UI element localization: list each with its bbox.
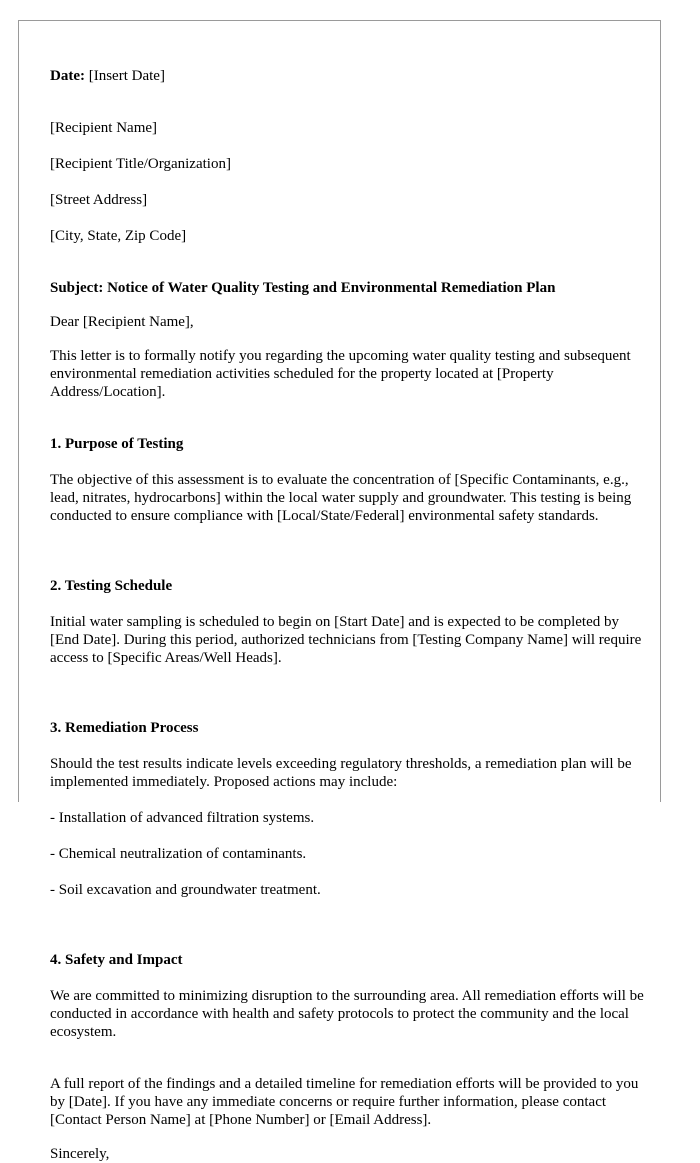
recipient-name: [Recipient Name] bbox=[50, 120, 158, 136]
section-body: Should the test results indicate levels exceeding regulatory thresholds, a remediation plan will be implemented immediately. Proposed actions may include: bbox=[50, 756, 632, 790]
section-purpose bbox=[50, 417, 650, 543]
list-item: - Chemical neutralization of contaminants. bbox=[50, 846, 307, 862]
list-item: - Installation of advanced filtration systems. bbox=[50, 810, 315, 826]
section-heading: 3. Remediation Process bbox=[50, 720, 199, 736]
section-body: The objective of this assessment is to evaluate the concentration of [Specific Contaminants, e.g., lead, nitrates, hydrocarbons] within the local water supply and groundwater. This testing is being conducted to ensure compliance with [Local/State/Federal] environmental safety standards. bbox=[50, 472, 632, 524]
salutation: Dear [Recipient Name], bbox=[50, 314, 194, 330]
section-body: We are committed to minimizing disruption to the surrounding area. All remediation efforts will be conducted in accordance with health and safety protocols to protect the community and the local ecosystem. bbox=[50, 988, 644, 1040]
intro-paragraph: This letter is to formally notify you regarding the upcoming water quality testing and subsequent environmental remediation activities scheduled for the property located at [Property Address/Location]. bbox=[50, 348, 631, 400]
section-remediation bbox=[50, 701, 650, 917]
recipient-street: [Street Address] bbox=[50, 192, 148, 208]
signoff: Sincerely, bbox=[50, 1146, 110, 1162]
recipient-title: [Recipient Title/Organization] bbox=[50, 156, 231, 172]
section-schedule bbox=[50, 559, 650, 685]
recipient-block bbox=[50, 101, 650, 263]
recipient-city: [City, State, Zip Code] bbox=[50, 228, 187, 244]
letter-page bbox=[18, 20, 661, 1162]
section-heading: 4. Safety and Impact bbox=[50, 952, 183, 968]
date-value: [Insert Date] bbox=[84, 68, 165, 84]
subject-line: Subject: Notice of Water Quality Testing and Environmental Remediation Plan bbox=[50, 280, 556, 296]
section-heading: 1. Purpose of Testing bbox=[50, 436, 184, 452]
section-safety bbox=[50, 933, 650, 1059]
date-line bbox=[50, 49, 650, 85]
letter-content bbox=[50, 49, 650, 1163]
list-item: - Soil excavation and groundwater treatment. bbox=[50, 882, 321, 898]
closing-paragraph: A full report of the findings and a detailed timeline for remediation efforts will be provided to you by [Date]. If you have any immediate concerns or require further information, please contact [Contact Person Name] at [Phone Number] or [Email Address]. bbox=[50, 1076, 639, 1128]
section-heading: 2. Testing Schedule bbox=[50, 578, 173, 594]
date-label: Date: bbox=[50, 68, 85, 84]
section-body: Initial water sampling is scheduled to begin on [Start Date] and is expected to be completed by [End Date]. During this period, authorized technicians from [Testing Company Name] will require access to [Specific Areas/Well Heads]. bbox=[50, 614, 642, 666]
